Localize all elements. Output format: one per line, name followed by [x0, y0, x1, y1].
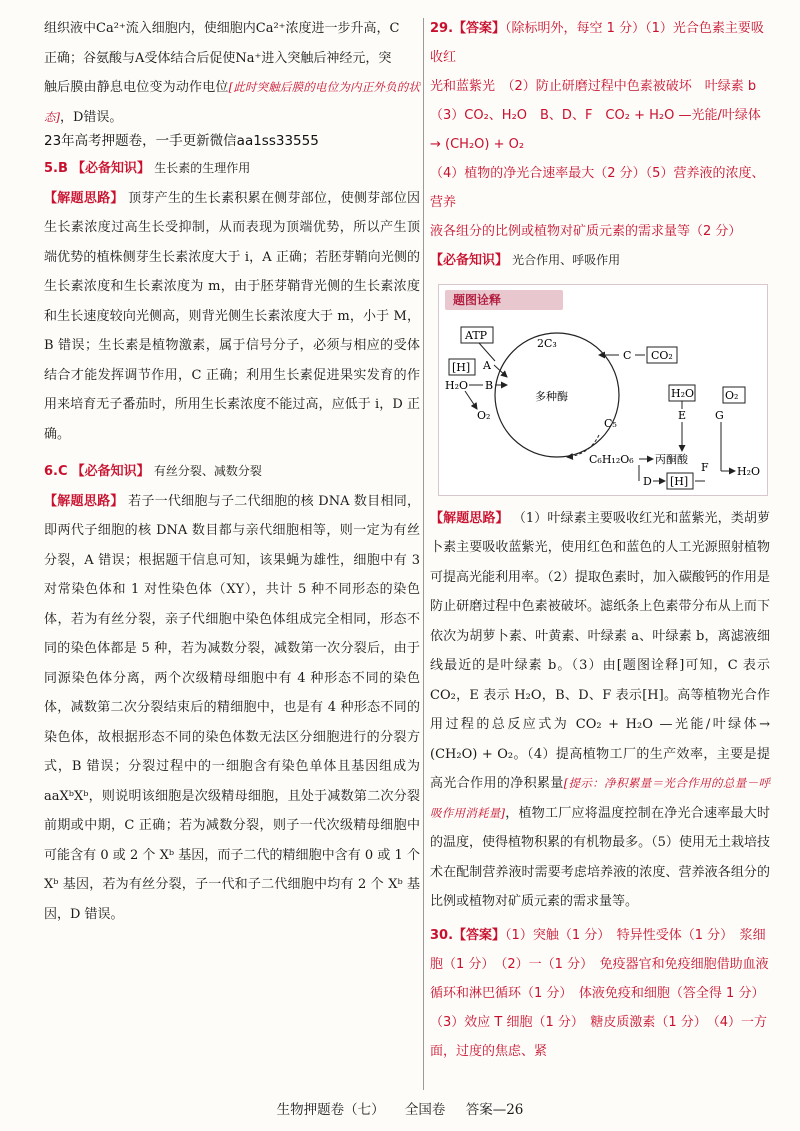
q6-analysis-tag: 【解题思路】 [44, 493, 124, 509]
q30-answer-text: （1）突触（1 分） 特异性受体（1 分） 浆细胞（1 分） （2）一（1 分） 免疫器官和免疫细胞借助血液循环和淋巴循环（1 分） 体液免疫和细胞（答全得 1 分） （3）效应 T 细胞（1 分） 糖皮质激素（1 分） （4）一方面，过度的焦虑、紧 [430, 927, 771, 1059]
intro-line-3 [44, 73, 420, 132]
footer-book: 生物押题卷（七） [276, 1102, 385, 1118]
label-c5: C₅ [604, 416, 617, 430]
o2-arrow [465, 391, 477, 409]
q29-answer-line-2: 光和蓝紫光 （2）防止研磨过程中色素被破坏 叶绿素 b [430, 79, 757, 94]
q29-analysis-tip: [提示：净积累量＝光合作用的总量－呼吸作用消耗量] [430, 776, 770, 820]
q29-answer-line-1 [430, 14, 770, 72]
intro-line-3-text: 触后膜由静息电位变为动作电位 [44, 80, 229, 95]
q29-analysis-tag: 【解题思路】 [430, 510, 509, 526]
label-o2-2: O₂ [725, 388, 739, 402]
q6-analysis [44, 487, 420, 930]
q29-answer-text-1: （除标明外，每空 1 分）（1）光合色素主要吸收红 [430, 21, 764, 65]
q6-knowledge-tag: 【必备知识】 [71, 464, 150, 479]
label-atp: ATP [465, 328, 488, 342]
label-2c3: 2C₃ [537, 336, 557, 350]
q5-knowledge-tag: 【必备知识】 [72, 161, 151, 176]
q30-number: 30. [430, 927, 454, 943]
label-b: B [485, 378, 494, 392]
q5-analysis-tag: 【解题思路】 [44, 190, 124, 206]
label-h2o-2: H₂O [671, 386, 695, 400]
label-enzyme: 多种酶 [535, 389, 568, 403]
label-c: C [623, 348, 632, 362]
q29-analysis-text: （1）叶绿素主要吸收红光和蓝紫光，类胡萝卜素主要吸收蓝紫光，使用红色和蓝色的人工光源照射植物可提高光能利用率。（2）提取色素时，加入碳酸钙的作用是防止研磨过程中色素被破坏。滤纸条上色素带分布从上而下依次为胡萝卜素、叶黄素、叶绿素 a、叶绿素 b，离滤液细线最近的是叶绿素 b。（3）由[题图诠释]可知，C 表示 CO₂，E 表示 H₂O，B、D、F 表示[H]。高等植物光合作用过程的总反应式为 CO₂ + H₂O —光能/叶绿体→ (CH₂O) + O₂。（4）提高植物工厂的生产效率，主要是提高光合作用的净积累量 [430, 510, 770, 791]
q5-number: 5.B [44, 161, 68, 176]
q29-analysis [430, 504, 770, 917]
photosynthesis-diagram [438, 284, 768, 496]
q29-knowledge-topic: 光合作用、呼吸作用 [512, 253, 621, 267]
left-column [44, 14, 420, 929]
label-pyruvate: 丙酮酸 [655, 452, 688, 466]
label-h2o-3: H₂O [737, 464, 761, 478]
q29-answer-line-5: 液各组分的比例或植物对矿质元素的需求量等（2 分） [430, 224, 742, 239]
q6-heading [44, 457, 420, 487]
q29-answer-line-4: （4）植物的净光合速率最大（2 分）（5）营养液的浓度、营养 [430, 166, 765, 210]
intro-end: ，D错误。 [60, 109, 123, 125]
q5-analysis [44, 184, 420, 450]
intro-tip: [此时突触后膜的电位为内正外负的状态] [44, 80, 420, 124]
q29-knowledge-tag: 【必备知识】 [430, 253, 509, 268]
label-a: A [483, 358, 491, 372]
intro-line-1: 组织液中Ca²⁺流入细胞内，使细胞内Ca²⁺浓度进一步升高，C [44, 21, 400, 36]
right-column [430, 14, 770, 1066]
label-g: G [715, 408, 724, 422]
q6-topic: 有丝分裂、减数分裂 [153, 464, 262, 478]
q30-answer [430, 921, 770, 1066]
label-h-2: [H] [670, 474, 689, 488]
watermark-stamp: 23年高考押题卷，一手更新微信aa1ss33555 [44, 133, 319, 149]
label-h-1: [H] [452, 360, 471, 374]
q30-answer-tag: 【答案】 [453, 927, 506, 943]
q29-analysis-end: ，植物工厂应将温度控制在净光合速率最大时的温度，使得植物积累的有机物最多。（5）使用无土栽培技术在配制营养液时需要考虑培养液的浓度、营养液各组分的比例或植物对矿质元素的需求量等。 [430, 805, 770, 909]
label-f: F [701, 460, 709, 474]
footer-page: 答案—26 [465, 1102, 524, 1118]
intro-line-2: 正确；谷氨酸与A受体结合后促使Na⁺进入突触后神经元，突 [44, 50, 392, 66]
footer-paper: 全国卷 [404, 1102, 446, 1118]
label-co2: CO₂ [651, 348, 673, 362]
page-footer [0, 1098, 800, 1118]
q5-topic: 生长素的生理作用 [154, 161, 251, 175]
label-glucose: C₆H₁₂O₆ [589, 452, 634, 466]
q29-knowledge [430, 246, 770, 276]
diagram-canvas [439, 285, 767, 495]
q29-number: 29. [430, 21, 454, 36]
q5-heading [44, 154, 420, 184]
figure-banner: 题图诠释 [445, 290, 563, 310]
label-h2o-1: H₂O [445, 378, 469, 392]
q5-analysis-text: 顶芽产生的生长素积累在侧芽部位，使侧芽部位因生长素浓度过高生长受抑制，从而表现为顶端优势，所以产生顶端优势的植株侧芽生长素浓度大于 i，A 正确；若胚芽鞘向光侧的生长素浓度和生长素浓度为 m，由于胚芽鞘背光侧的生长素浓度和生长速度较向光侧高，则背光侧生长素浓度大于 m，小于 M，B 错误；生长素是植物激素，属于信号分子，必须与相应的受体结合才能发挥调节作用，C 正确；利用生长素促进果实发育的作用来培育无子番茄时，所用生长素浓度不能过高，应低于 i，D 正确。 [44, 190, 420, 442]
column-divider [423, 18, 424, 1090]
q6-number: 6.C [44, 464, 68, 479]
q29-answer-line-3: （3）CO₂、H₂O B、D、F CO₂ + H₂O —光能/叶绿体→ (CH₂O) + O₂ [430, 108, 761, 152]
q29-answer-tag: 【答案】 [453, 21, 506, 36]
a-arrow [494, 365, 507, 377]
label-d: D [643, 474, 652, 488]
label-o2-1: O₂ [477, 408, 491, 422]
label-e: E [678, 408, 687, 422]
q6-analysis-text: 若子一代细胞与子二代细胞的核 DNA 数目相同，即两代子细胞的核 DNA 数目都与亲代细胞相等，则一定为有丝分裂，A 错误；根据题干信息可知，该果蝇为雄性，细胞中有 3 对常染色体和 1 对性染色体（XY），共计 5 种不同形态的染色体，若为有丝分裂，亲子代细胞中染色体组成完全相同，形态不同的染色体都是 5 种，若为减数分裂，减数第一次分裂后，由于同源染色体分离，两个次级精母细胞中有 4 种形态不同的染色体，减数第二次分裂结束后的精细胞中，也是有 4 种形态不同的染色体，故根据形态不同的染色体数无法区分细胞进行的分裂方式，B 错误；分裂过程中的一细胞含有染色单体且基因组成为 aaXᵇXᵇ，则说明该细胞是次级精母细胞，且处于减数第二次分裂前期或中期，C 正确；若为减数分裂，则子一代次级精母细胞中可能含有 0 或 2 个 Xᵇ 基因，而子二代的精细胞中含有 0 或 1 个 Xᵇ 基因，若为有丝分裂，子一代和子二代细胞中均有 2 个 Xᵇ 基因，D 错误。 [44, 493, 420, 922]
